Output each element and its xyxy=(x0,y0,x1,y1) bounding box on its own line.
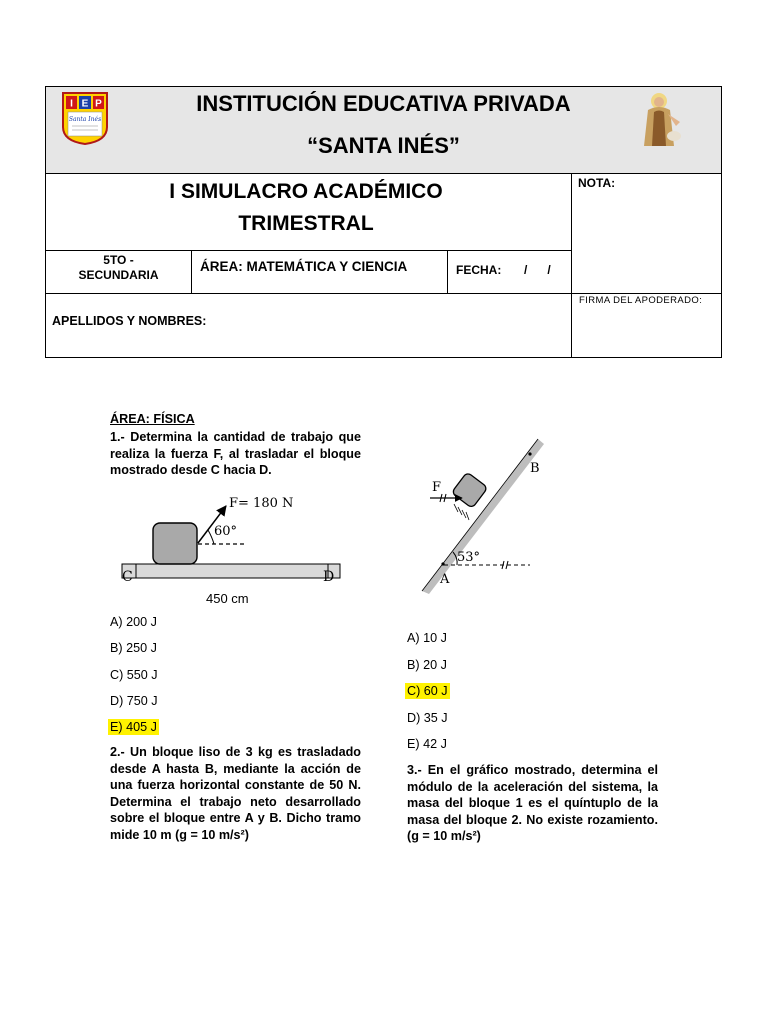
q2-option-d[interactable]: D) 35 J xyxy=(407,711,448,725)
svg-text:I: I xyxy=(70,98,73,110)
question-1-text: 1.- Determina la cantidad de trabajo que realiza la fuerza F, al trasladar el bloque mostrado desde C hacia D. xyxy=(110,430,361,478)
svg-text:E: E xyxy=(81,98,89,110)
q1-option-e-highlighted[interactable]: E) 405 J xyxy=(110,720,157,734)
names-cell[interactable] xyxy=(46,293,571,357)
incline xyxy=(422,439,544,594)
question-2-text: 2.- Un bloque liso de 3 kg es trasladado desde A hasta B, mediante la acción de una fuerza horizontal constante de 50 N. Determina el trabajo neto desarrollado sobre el bloque entre A y B. Dicho tramo mide 10 m (g = 10 m/s²) xyxy=(110,745,361,842)
svg-text:Santa Inés: Santa Inés xyxy=(68,116,102,123)
q1-option-a[interactable]: A) 200 J xyxy=(110,615,157,629)
grade-line1: 5TO - xyxy=(103,253,134,267)
exam-title-line1: I SIMULACRO ACADÉMICO xyxy=(169,180,443,203)
q2-option-a[interactable]: A) 10 J xyxy=(407,631,447,645)
q2-option-e[interactable]: E) 42 J xyxy=(407,737,447,751)
question-1-figure xyxy=(118,490,346,608)
area-cell xyxy=(191,250,447,293)
distance-label: 450 cm xyxy=(206,591,249,606)
nota-label: NOTA: xyxy=(578,176,616,190)
firma-label: FIRMA DEL APODERADO: xyxy=(579,295,703,306)
incline-block xyxy=(451,472,487,508)
names-label: APELLIDOS Y NOMBRES: xyxy=(52,314,207,328)
firma-cell[interactable] xyxy=(571,293,721,357)
force-f: F xyxy=(432,480,442,495)
svg-text:P: P xyxy=(95,98,102,110)
exam-title-cell xyxy=(46,173,571,250)
fecha-label: FECHA: xyxy=(456,263,502,277)
fecha-cell[interactable] xyxy=(447,250,571,293)
area-heading: ÁREA: FÍSICA xyxy=(110,412,195,426)
area-label: ÁREA: MATEMÁTICA Y CIENCIA xyxy=(200,259,408,274)
angle-label: 60° xyxy=(214,524,238,539)
point-a: A xyxy=(440,572,450,587)
block xyxy=(153,523,197,564)
angle-53: 53° xyxy=(457,550,481,565)
q2-option-b[interactable]: B) 20 J xyxy=(407,658,447,672)
point-d: D xyxy=(323,569,335,585)
force-label: F= 180 N xyxy=(229,496,294,511)
nota-cell[interactable] xyxy=(571,173,721,293)
q1-option-c[interactable]: C) 550 J xyxy=(110,668,158,682)
point-c: C xyxy=(122,569,133,585)
institution-band xyxy=(46,87,721,173)
institution-name: “SANTA INÉS” xyxy=(307,133,460,158)
floor xyxy=(122,564,340,578)
question-2-figure xyxy=(420,432,550,596)
header-table xyxy=(45,86,722,358)
fecha-slashes: / / xyxy=(524,263,551,277)
grade-cell xyxy=(46,250,191,293)
q1-option-b[interactable]: B) 250 J xyxy=(110,641,157,655)
institution-title: INSTITUCIÓN EDUCATIVA PRIVADA xyxy=(196,91,571,116)
q1-option-d[interactable]: D) 750 J xyxy=(110,694,158,708)
question-3-text: 3.- En el gráfico mostrado, determina el módulo de la aceleración del sistema, la masa del bloque 1 es el quíntuplo de la masa del bloque 2. No existe rozamiento. (g = 10 m/s²) xyxy=(407,763,658,844)
q2-option-c-highlighted[interactable]: C) 60 J xyxy=(407,684,448,698)
point-b: B xyxy=(530,461,540,476)
grade-line2: SECUNDARIA xyxy=(78,268,159,282)
exam-title-line2: TRIMESTRAL xyxy=(238,212,374,235)
saint-image xyxy=(634,92,690,146)
